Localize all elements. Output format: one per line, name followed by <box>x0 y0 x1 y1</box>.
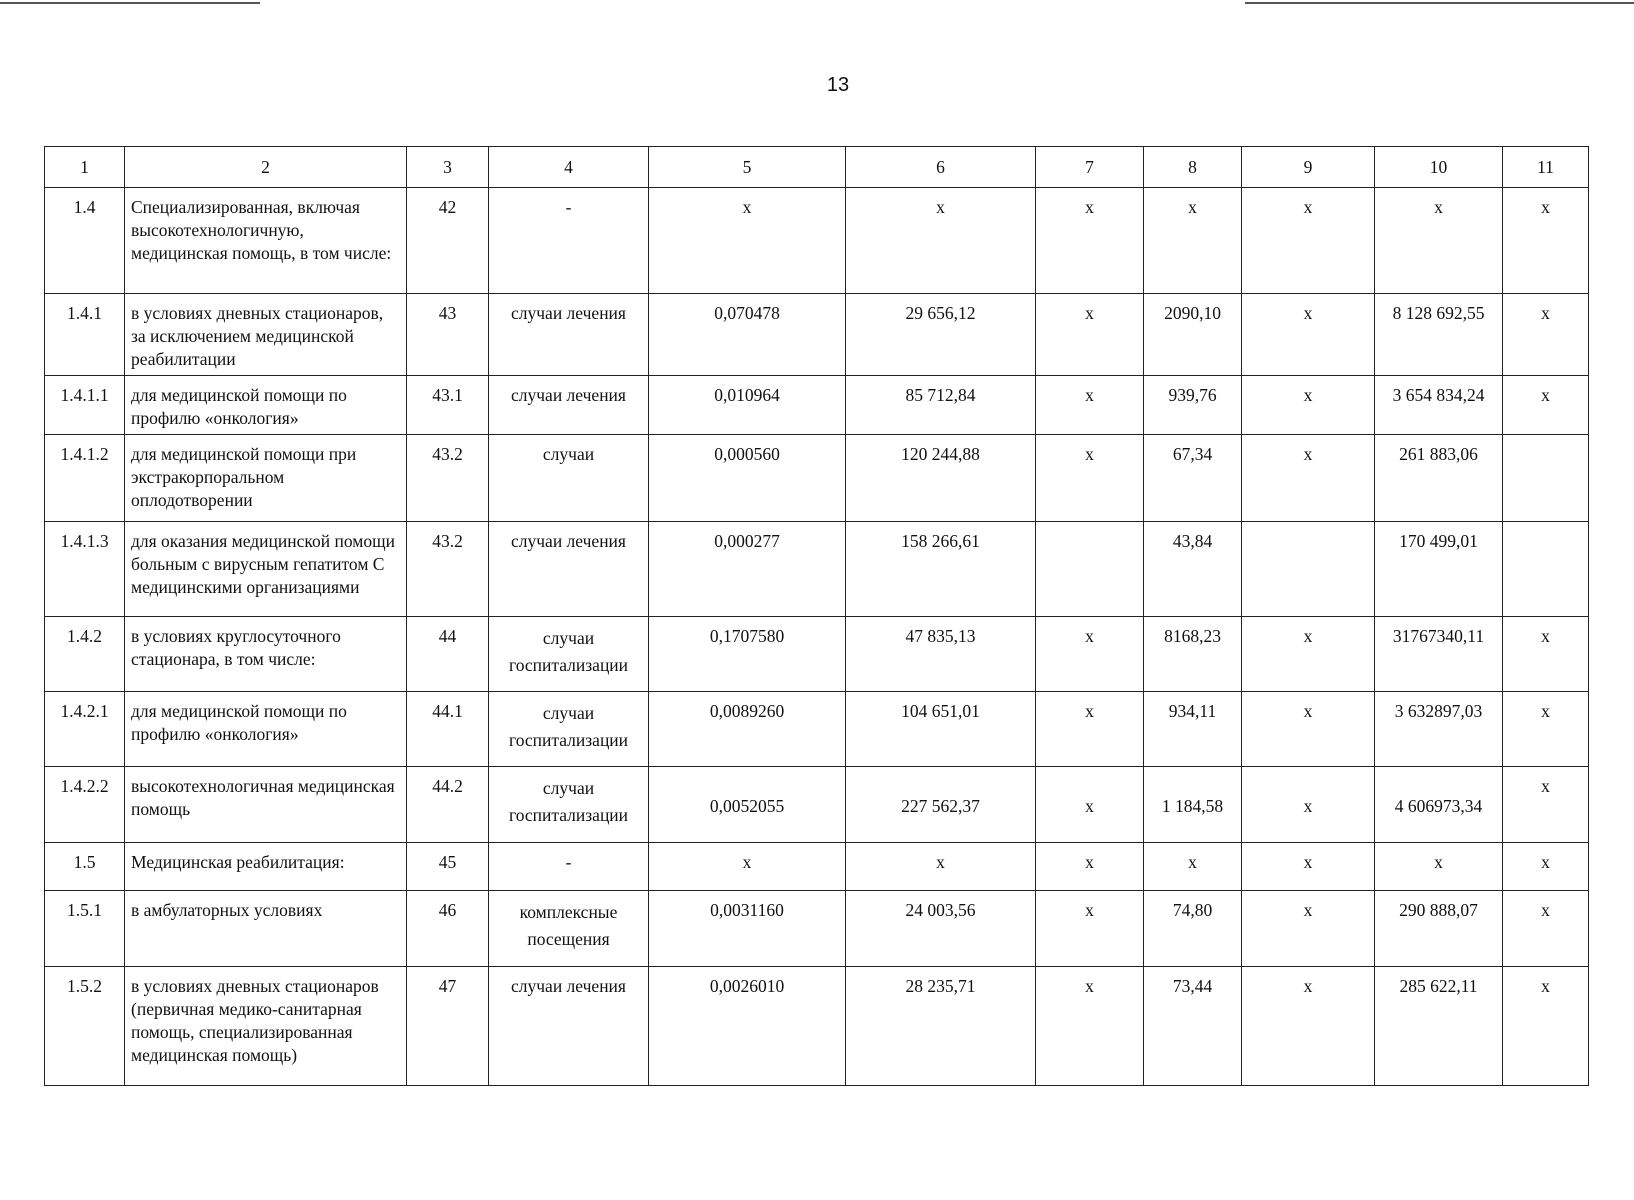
row-unit: случаи госпитализации <box>489 617 649 692</box>
table-row <box>45 294 1589 376</box>
row-line-number: 44.1 <box>407 692 489 767</box>
cell-col7: х <box>1036 843 1144 891</box>
table-row <box>45 188 1589 294</box>
cell-col10: 170 499,01 <box>1375 522 1503 617</box>
cell-col9: х <box>1242 843 1375 891</box>
cell-col9: х <box>1242 376 1375 435</box>
row-description: в условиях круглосуточного стационара, в том числе: <box>125 617 407 692</box>
cell-col6: 85 712,84 <box>846 376 1036 435</box>
cell-col6: 24 003,56 <box>846 891 1036 967</box>
table-row <box>45 891 1589 967</box>
cell-col6: х <box>846 188 1036 294</box>
cell-col9 <box>1242 522 1375 617</box>
cell-col11: х <box>1503 843 1589 891</box>
row-line-number: 44.2 <box>407 767 489 843</box>
cell-col7: х <box>1036 692 1144 767</box>
table-row <box>45 767 1589 843</box>
row-line-number: 43.1 <box>407 376 489 435</box>
row-unit: случаи лечения <box>489 522 649 617</box>
column-header: 10 <box>1375 147 1503 188</box>
row-line-number: 44 <box>407 617 489 692</box>
table-row <box>45 522 1589 617</box>
row-line-number: 45 <box>407 843 489 891</box>
cell-col5: 0,1707580 <box>649 617 846 692</box>
cell-col5: 0,0052055 <box>649 767 846 843</box>
column-header: 6 <box>846 147 1036 188</box>
row-unit: случаи госпитализации <box>489 767 649 843</box>
row-unit: случаи лечения <box>489 294 649 376</box>
cell-col10: 261 883,06 <box>1375 435 1503 522</box>
cell-col5: х <box>649 843 846 891</box>
row-code: 1.5 <box>45 843 125 891</box>
cell-col9: х <box>1242 617 1375 692</box>
table-row <box>45 435 1589 522</box>
cell-col6: 47 835,13 <box>846 617 1036 692</box>
row-code: 1.4 <box>45 188 125 294</box>
column-header: 9 <box>1242 147 1375 188</box>
row-description: Медицинская реабилитация: <box>125 843 407 891</box>
cell-col6: 104 651,01 <box>846 692 1036 767</box>
column-header: 3 <box>407 147 489 188</box>
cell-col10: х <box>1375 188 1503 294</box>
row-description: в условиях дневных стационаров, за исключением медицинской реабилитации <box>125 294 407 376</box>
cell-col10: 290 888,07 <box>1375 891 1503 967</box>
cell-col7: х <box>1036 617 1144 692</box>
row-unit: случаи лечения <box>489 967 649 1086</box>
cell-col9: х <box>1242 767 1375 843</box>
row-code: 1.4.2.2 <box>45 767 125 843</box>
table-row <box>45 967 1589 1086</box>
cell-col6: х <box>846 843 1036 891</box>
row-line-number: 43 <box>407 294 489 376</box>
cell-col5: 0,010964 <box>649 376 846 435</box>
row-code: 1.4.1.2 <box>45 435 125 522</box>
column-header: 11 <box>1503 147 1589 188</box>
cell-col11: х <box>1503 188 1589 294</box>
row-code: 1.4.1 <box>45 294 125 376</box>
row-description: для оказания медицинской помощи больным с вирусным гепатитом С медицинскими организациями <box>125 522 407 617</box>
cell-col8: 67,34 <box>1144 435 1242 522</box>
row-code: 1.5.1 <box>45 891 125 967</box>
row-code: 1.4.1.3 <box>45 522 125 617</box>
cell-col11: х <box>1503 376 1589 435</box>
cell-col7: х <box>1036 294 1144 376</box>
row-code: 1.4.2 <box>45 617 125 692</box>
cell-col9: х <box>1242 435 1375 522</box>
cell-col11 <box>1503 522 1589 617</box>
row-unit: комплексные посещения <box>489 891 649 967</box>
cell-col9: х <box>1242 967 1375 1086</box>
cell-col8: х <box>1144 188 1242 294</box>
cell-col8: 2090,10 <box>1144 294 1242 376</box>
row-description: для медицинской помощи при экстракорпоральном оплодотворении <box>125 435 407 522</box>
row-description: Специализированная, включая высокотехнологичную, медицинская помощь, в том числе: <box>125 188 407 294</box>
cell-col7: х <box>1036 188 1144 294</box>
row-line-number: 43.2 <box>407 522 489 617</box>
cell-col5: 0,000560 <box>649 435 846 522</box>
row-code: 1.4.2.1 <box>45 692 125 767</box>
scan-edge-line-left <box>0 2 260 4</box>
cell-col10: 31767340,11 <box>1375 617 1503 692</box>
cell-col7: х <box>1036 767 1144 843</box>
cell-col5: 0,0089260 <box>649 692 846 767</box>
row-line-number: 42 <box>407 188 489 294</box>
cell-col11: х <box>1503 767 1589 843</box>
cell-col8: 1 184,58 <box>1144 767 1242 843</box>
cell-col7: х <box>1036 891 1144 967</box>
table-row <box>45 843 1589 891</box>
column-header: 1 <box>45 147 125 188</box>
row-description: высокотехнологичная медицинская помощь <box>125 767 407 843</box>
cell-col5: х <box>649 188 846 294</box>
page-number: 13 <box>826 74 850 96</box>
cell-col5: 0,0031160 <box>649 891 846 967</box>
cell-col6: 120 244,88 <box>846 435 1036 522</box>
scan-edge-line-right <box>1245 2 1634 4</box>
cell-col10: 285 622,11 <box>1375 967 1503 1086</box>
cell-col9: х <box>1242 692 1375 767</box>
row-description: в амбулаторных условиях <box>125 891 407 967</box>
row-description: для медицинской помощи по профилю «онкология» <box>125 376 407 435</box>
cell-col10: 4 606973,34 <box>1375 767 1503 843</box>
cell-col7: х <box>1036 376 1144 435</box>
row-line-number: 46 <box>407 891 489 967</box>
cell-col11: х <box>1503 891 1589 967</box>
header-row <box>45 147 1589 188</box>
cell-col10: 3 632897,03 <box>1375 692 1503 767</box>
cell-col6: 28 235,71 <box>846 967 1036 1086</box>
column-header: 5 <box>649 147 846 188</box>
cell-col7: х <box>1036 435 1144 522</box>
cell-col10: 3 654 834,24 <box>1375 376 1503 435</box>
cell-col10: 8 128 692,55 <box>1375 294 1503 376</box>
row-unit: - <box>489 188 649 294</box>
column-header: 8 <box>1144 147 1242 188</box>
cell-col6: 158 266,61 <box>846 522 1036 617</box>
row-unit: - <box>489 843 649 891</box>
data-table <box>44 146 1589 1086</box>
cell-col6: 29 656,12 <box>846 294 1036 376</box>
cell-col8: 43,84 <box>1144 522 1242 617</box>
row-description: для медицинской помощи по профилю «онкология» <box>125 692 407 767</box>
cell-col9: х <box>1242 188 1375 294</box>
row-code: 1.5.2 <box>45 967 125 1086</box>
cell-col8: 939,76 <box>1144 376 1242 435</box>
cell-col10: х <box>1375 843 1503 891</box>
cell-col11: х <box>1503 692 1589 767</box>
cell-col8: х <box>1144 843 1242 891</box>
cell-col5: 0,0026010 <box>649 967 846 1086</box>
column-header: 7 <box>1036 147 1144 188</box>
column-header: 2 <box>125 147 407 188</box>
row-unit: случаи госпитализации <box>489 692 649 767</box>
cell-col8: 74,80 <box>1144 891 1242 967</box>
cell-col11 <box>1503 435 1589 522</box>
cell-col5: 0,070478 <box>649 294 846 376</box>
row-unit: случаи лечения <box>489 376 649 435</box>
table-row <box>45 692 1589 767</box>
cell-col5: 0,000277 <box>649 522 846 617</box>
cell-col9: х <box>1242 891 1375 967</box>
cell-col11: х <box>1503 294 1589 376</box>
column-header: 4 <box>489 147 649 188</box>
cell-col11: х <box>1503 967 1589 1086</box>
cell-col6: 227 562,37 <box>846 767 1036 843</box>
row-line-number: 47 <box>407 967 489 1086</box>
cell-col8: 934,11 <box>1144 692 1242 767</box>
cell-col11: х <box>1503 617 1589 692</box>
cell-col7: х <box>1036 967 1144 1086</box>
cell-col7 <box>1036 522 1144 617</box>
row-unit: случаи <box>489 435 649 522</box>
cell-col8: 8168,23 <box>1144 617 1242 692</box>
table-row <box>45 376 1589 435</box>
row-description: в условиях дневных стационаров (первичная медико-санитарная помощь, специализированная медицинская помощь) <box>125 967 407 1086</box>
cell-col9: х <box>1242 294 1375 376</box>
table-row <box>45 617 1589 692</box>
row-code: 1.4.1.1 <box>45 376 125 435</box>
row-line-number: 43.2 <box>407 435 489 522</box>
cell-col8: 73,44 <box>1144 967 1242 1086</box>
